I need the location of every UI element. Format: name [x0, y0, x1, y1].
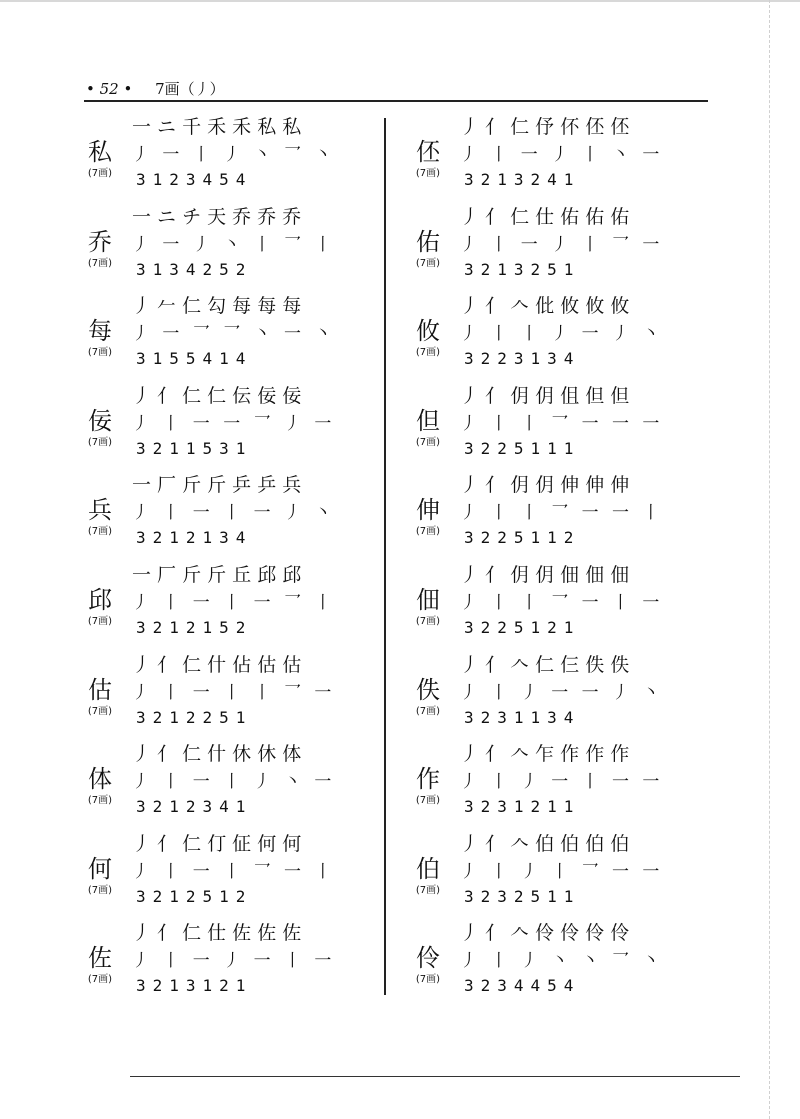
main-character: 估	[88, 675, 112, 704]
stroke-count: (7画)	[415, 705, 441, 717]
stroke-sequence: 丿 亻 𠆢 乍 作 作 作	[460, 743, 630, 766]
character-entry	[80, 825, 380, 915]
stroke-marks: 丿 丨 丨 乛 一 丨 一	[460, 592, 664, 613]
stroke-marks: 丿 丨 丿 丨 乛 一 一	[460, 861, 664, 882]
character-entry	[80, 556, 380, 646]
main-character: 作	[416, 765, 440, 794]
character-entry	[408, 466, 708, 556]
stroke-sequence: 丿 亻 仁 仁 伝 佞 佞	[132, 384, 302, 407]
character-block	[80, 496, 120, 538]
stroke-marks: 丿 一 丿 丶 丨 乛 丨	[132, 234, 336, 255]
stroke-sequence: 丿 亻 仁 仃 佂 何 何	[132, 832, 302, 855]
stroke-codes: 3212251	[136, 707, 253, 727]
stroke-marks: 丿 一 乛 乛 丶 一 丶	[132, 324, 336, 345]
main-character: 佃	[416, 585, 440, 614]
main-character: 佐	[88, 944, 112, 973]
stroke-sequence: 丿 亻 𠆢 仁 仨 佚 佚	[460, 653, 630, 676]
main-character: 但	[416, 406, 440, 435]
character-entry	[408, 108, 708, 198]
stroke-codes: 3225121	[464, 617, 581, 637]
character-entry	[80, 735, 380, 825]
stroke-codes: 3134252	[136, 259, 253, 279]
stroke-marks: 丿 丨 丿 丶 丶 乛 丶	[460, 951, 664, 972]
character-block	[408, 855, 448, 897]
character-block	[80, 676, 120, 718]
stroke-sequence: 丿 亻 仁 仕 佑 佑 佑	[460, 205, 630, 228]
stroke-codes: 3213121	[136, 976, 253, 996]
stroke-sequence: 丿 𠂉 仁 勾 每 每 每	[132, 295, 302, 318]
main-character: 攸	[416, 317, 440, 346]
stroke-count: (7画)	[415, 168, 441, 179]
character-block	[408, 944, 448, 986]
stroke-count: (7画)	[87, 347, 113, 359]
page-header	[86, 78, 225, 99]
stroke-sequence: 丿 亻 仴 仴 伹 但 但	[460, 384, 630, 407]
stroke-count: (7画)	[415, 257, 441, 269]
right-column	[408, 108, 708, 1004]
stroke-sequence: 丿 亻 仁 什 休 休 体	[132, 743, 302, 766]
stroke-marks: 丿 丨 丨 丿 一 丿 丶	[460, 324, 664, 345]
stroke-sequence: 丿 亻 仴 仴 佃 佃 佃	[460, 563, 630, 586]
character-block	[80, 586, 120, 628]
main-character: 佑	[416, 227, 440, 256]
stroke-sequence: 一 ニ 千 禾 禾 私 私	[132, 116, 302, 138]
stroke-marks: 丿 丨 一 丿 丨 乛 一	[460, 234, 664, 255]
stroke-marks: 丿 丨 一 丨 丨 乛 一	[132, 682, 336, 703]
main-character: 体	[88, 765, 112, 794]
main-character: 乔	[88, 227, 112, 256]
character-block	[408, 407, 448, 449]
stroke-sequence: 一 厂 斤 斤 乒 乒 兵	[132, 474, 302, 497]
stroke-sequence: 丿 亻 仁 什 佔 估 估	[132, 653, 302, 676]
stroke-codes: 3225112	[464, 528, 581, 548]
character-block	[408, 765, 448, 807]
character-block	[408, 228, 448, 270]
footer-rule	[130, 1076, 740, 1077]
character-entry	[408, 735, 708, 825]
stroke-count: (7画)	[87, 884, 113, 896]
stroke-marks: 丿 丨 丿 一 丨 一 一	[460, 772, 664, 793]
stroke-sequence: 丿 亻 𠆢 仳 攸 攸 攸	[460, 295, 630, 318]
stroke-codes: 3234454	[464, 976, 581, 996]
stroke-count: (7画)	[415, 974, 441, 986]
character-entry	[408, 287, 708, 377]
character-block	[80, 407, 120, 449]
stroke-codes: 3232511	[464, 886, 581, 906]
stroke-marks: 丿 丨 一 丨 一 丿 丶	[132, 503, 336, 524]
stroke-codes: 3123454	[136, 170, 253, 189]
stroke-marks: 丿 丨 丿 一 一 丿 丶	[460, 682, 664, 703]
stroke-marks: 丿 丨 丨 乛 一 一 丨	[460, 503, 664, 524]
page-top-edge	[0, 0, 800, 2]
stroke-marks: 丿 丨 一 丨 乛 一 丨	[132, 861, 336, 882]
character-entry	[80, 466, 380, 556]
main-character: 每	[88, 317, 112, 346]
character-entry	[408, 914, 708, 1004]
stroke-sequence: 丿 亻 仁 伃 伓 伾 伾	[460, 116, 630, 138]
character-block	[408, 138, 448, 180]
stroke-sequence: 丿 亻 仁 仕 佐 佐 佐	[132, 922, 302, 945]
character-entry	[408, 646, 708, 736]
character-entry	[408, 825, 708, 915]
stroke-count: (7画)	[87, 615, 113, 627]
stroke-sequence: 一 ニ チ 天 乔 乔 乔	[132, 205, 302, 228]
stroke-codes: 3231134	[464, 707, 581, 727]
stroke-count: (7画)	[415, 526, 441, 538]
character-entry	[80, 377, 380, 467]
stroke-codes: 3231211	[464, 797, 581, 817]
main-character: 私	[88, 138, 112, 166]
character-block	[80, 317, 120, 359]
stroke-marks: 丿 丨 一 一 乛 丿 一	[132, 413, 336, 434]
stroke-codes: 3212152	[136, 617, 253, 637]
stroke-marks: 丿 丨 一 丨 一 乛 丨	[132, 592, 336, 613]
main-character: 伯	[416, 854, 440, 883]
stroke-codes: 3211531	[136, 438, 253, 458]
stroke-count: (7画)	[87, 705, 113, 717]
main-character: 兵	[88, 496, 112, 525]
page-right-edge	[768, 0, 770, 1119]
page-number: • 52 •	[86, 80, 133, 98]
character-block	[80, 944, 120, 986]
character-entry	[80, 287, 380, 377]
character-block	[80, 855, 120, 897]
stroke-codes: 3213241	[464, 170, 581, 189]
main-character: 伶	[416, 944, 440, 973]
main-character: 伸	[416, 496, 440, 525]
stroke-codes: 3212134	[136, 528, 253, 548]
stroke-sequence: 一 厂 斤 斤 丘 邱 邱	[132, 563, 302, 586]
stroke-count: (7画)	[87, 795, 113, 807]
stroke-sequence: 丿 亻 𠆢 伯 伯 伯 伯	[460, 832, 630, 855]
stroke-codes: 3223134	[464, 349, 581, 369]
stroke-marks: 丿 丨 一 丿 丨 丶 一	[460, 145, 664, 165]
character-entry	[408, 377, 708, 467]
stroke-marks: 丿 丨 一 丿 一 丨 一	[132, 951, 336, 972]
stroke-count: (7画)	[415, 347, 441, 359]
character-block	[408, 317, 448, 359]
stroke-marks: 丿 一 丨 丿 丶 乛 丶	[132, 145, 336, 165]
stroke-codes: 3225111	[464, 438, 581, 458]
character-entry	[80, 914, 380, 1004]
stroke-count: (7画)	[87, 436, 113, 448]
stroke-count: (7画)	[415, 795, 441, 807]
character-block	[80, 228, 120, 270]
stroke-codes: 3155414	[136, 349, 253, 369]
stroke-count: (7画)	[415, 436, 441, 448]
main-character: 何	[88, 854, 112, 883]
column-divider	[384, 118, 386, 995]
character-block	[80, 138, 120, 180]
character-block	[408, 496, 448, 538]
stroke-count: (7画)	[87, 974, 113, 986]
character-entry	[408, 556, 708, 646]
character-entry	[80, 108, 380, 198]
stroke-count: (7画)	[87, 257, 113, 269]
stroke-count: (7画)	[415, 884, 441, 896]
left-column	[80, 108, 380, 1004]
stroke-marks: 丿 丨 丨 乛 一 一 一	[460, 413, 664, 434]
main-character: 佞	[88, 406, 112, 435]
stroke-codes: 3213251	[464, 259, 581, 279]
stroke-codes: 3212512	[136, 886, 253, 906]
character-block	[408, 676, 448, 718]
character-block	[80, 765, 120, 807]
stroke-codes: 3212341	[136, 797, 253, 817]
main-character: 伾	[416, 138, 440, 166]
section-title: 7画（丿）	[155, 80, 225, 98]
stroke-count: (7画)	[87, 526, 113, 538]
main-character: 佚	[416, 675, 440, 704]
character-entry	[408, 198, 708, 288]
stroke-count: (7画)	[87, 168, 113, 179]
main-character: 邱	[88, 585, 112, 614]
stroke-count: (7画)	[415, 615, 441, 627]
stroke-sequence: 丿 亻 𠆢 伶 伶 伶 伶	[460, 922, 630, 945]
stroke-marks: 丿 丨 一 丨 丿 丶 一	[132, 772, 336, 793]
header-rule	[84, 100, 708, 102]
character-entry	[80, 198, 380, 288]
stroke-sequence: 丿 亻 仴 仴 伸 伸 伸	[460, 474, 630, 497]
character-block	[408, 586, 448, 628]
character-entry	[80, 646, 380, 736]
